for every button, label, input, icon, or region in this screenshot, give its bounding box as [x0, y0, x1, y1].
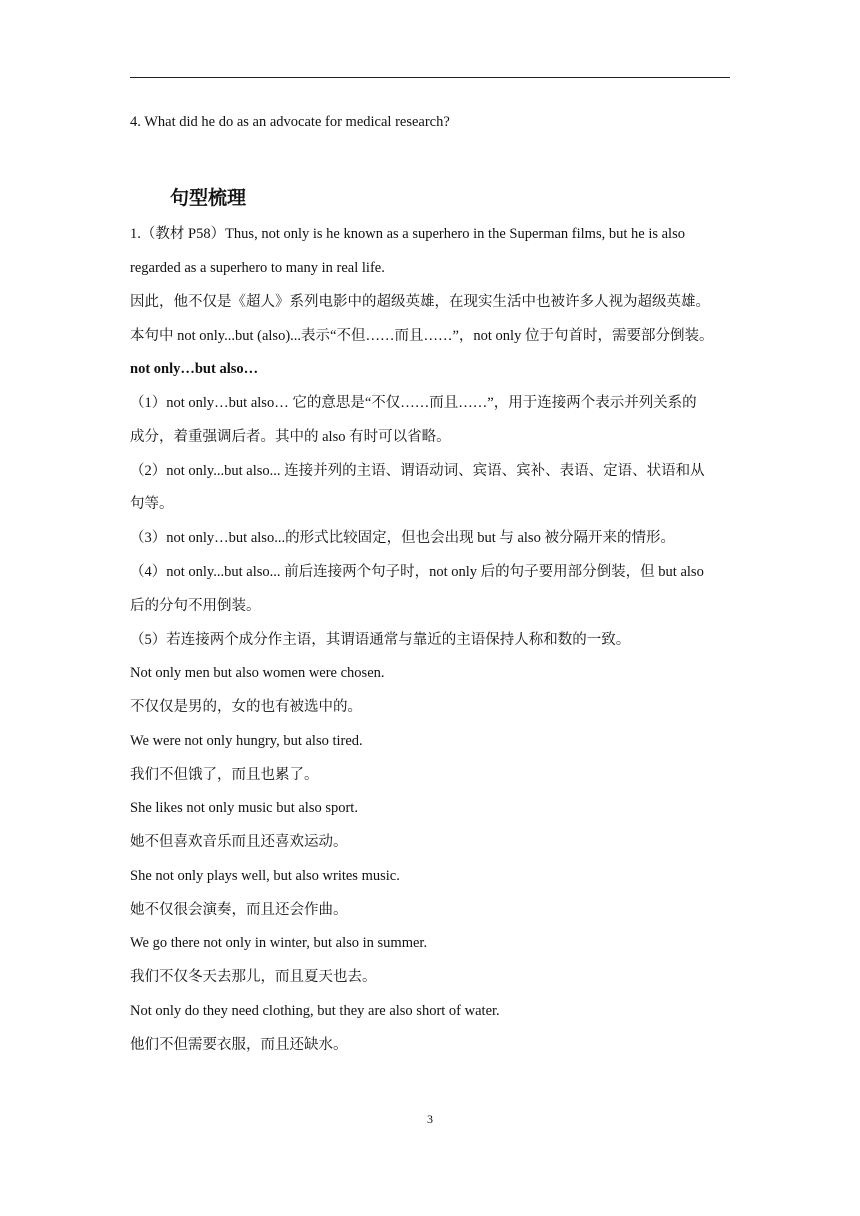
example-zh: 不仅仅是男的，女的也有被选中的。 [130, 699, 362, 715]
text-line: 句等。 [130, 496, 174, 512]
example-en: Not only do they need clothing, but they are also short of water. [130, 1003, 500, 1019]
example-en: She not only plays well, but also writes music. [130, 868, 400, 884]
example-en: Not only men but also women were chosen. [130, 665, 385, 681]
page-number: 3 [427, 1112, 433, 1126]
example-en: We were not only hungry, but also tired. [130, 733, 363, 749]
section-title: 句型梳理 [170, 187, 247, 209]
text-line: 本句中 not only...but (also)...表示“不但……而且……”，not only 位于句首时，需要部分倒装。 [130, 328, 714, 344]
example-en: She likes not only music but also sport. [130, 800, 358, 816]
example-zh: 我们不但饿了，而且也累了。 [130, 767, 319, 783]
example-zh: 他们不但需要衣服，而且还缺水。 [130, 1037, 348, 1053]
text-line: 1.（教材 P58）Thus, not only is he known as a superhero in the Superman films, but he is also [130, 226, 685, 242]
example-zh: 她不仅很会演奏，而且还会作曲。 [130, 902, 348, 918]
subheading: not only…but also… [130, 361, 259, 377]
question-4: 4. What did he do as an advocate for medical research? [130, 114, 450, 130]
text-line: （2）not only...but also... 连接并列的主语、谓语动词、宾语、宾补、表语、定语、状语和从 [130, 463, 705, 479]
text-line: 成分，着重强调后者。其中的 also 有时可以省略。 [130, 429, 451, 445]
text-line: regarded as a superhero to many in real life. [130, 260, 385, 276]
header-rule [130, 77, 730, 78]
example-zh: 她不但喜欢音乐而且还喜欢运动。 [130, 834, 348, 850]
example-zh: 我们不仅冬天去那儿，而且夏天也去。 [130, 969, 377, 985]
example-en: We go there not only in winter, but also in summer. [130, 935, 428, 951]
text-line: （5）若连接两个成分作主语，其谓语通常与靠近的主语保持人称和数的一致。 [130, 632, 631, 648]
text-line: 后的分句不用倒装。 [130, 598, 261, 614]
text-line: 因此，他不仅是《超人》系列电影中的超级英雄，在现实生活中也被许多人视为超级英雄。 [130, 294, 710, 310]
text-line: （1）not only…but also… 它的意思是“不仅……而且……”，用于连接两个表示并列关系的 [130, 395, 697, 411]
text-line: （3）not only…but also...的形式比较固定，但也会出现 but 与 also 被分隔开来的情形。 [130, 530, 675, 546]
text-line: （4）not only...but also... 前后连接两个句子时，not only 后的句子要用部分倒装，但 but also [130, 564, 704, 580]
